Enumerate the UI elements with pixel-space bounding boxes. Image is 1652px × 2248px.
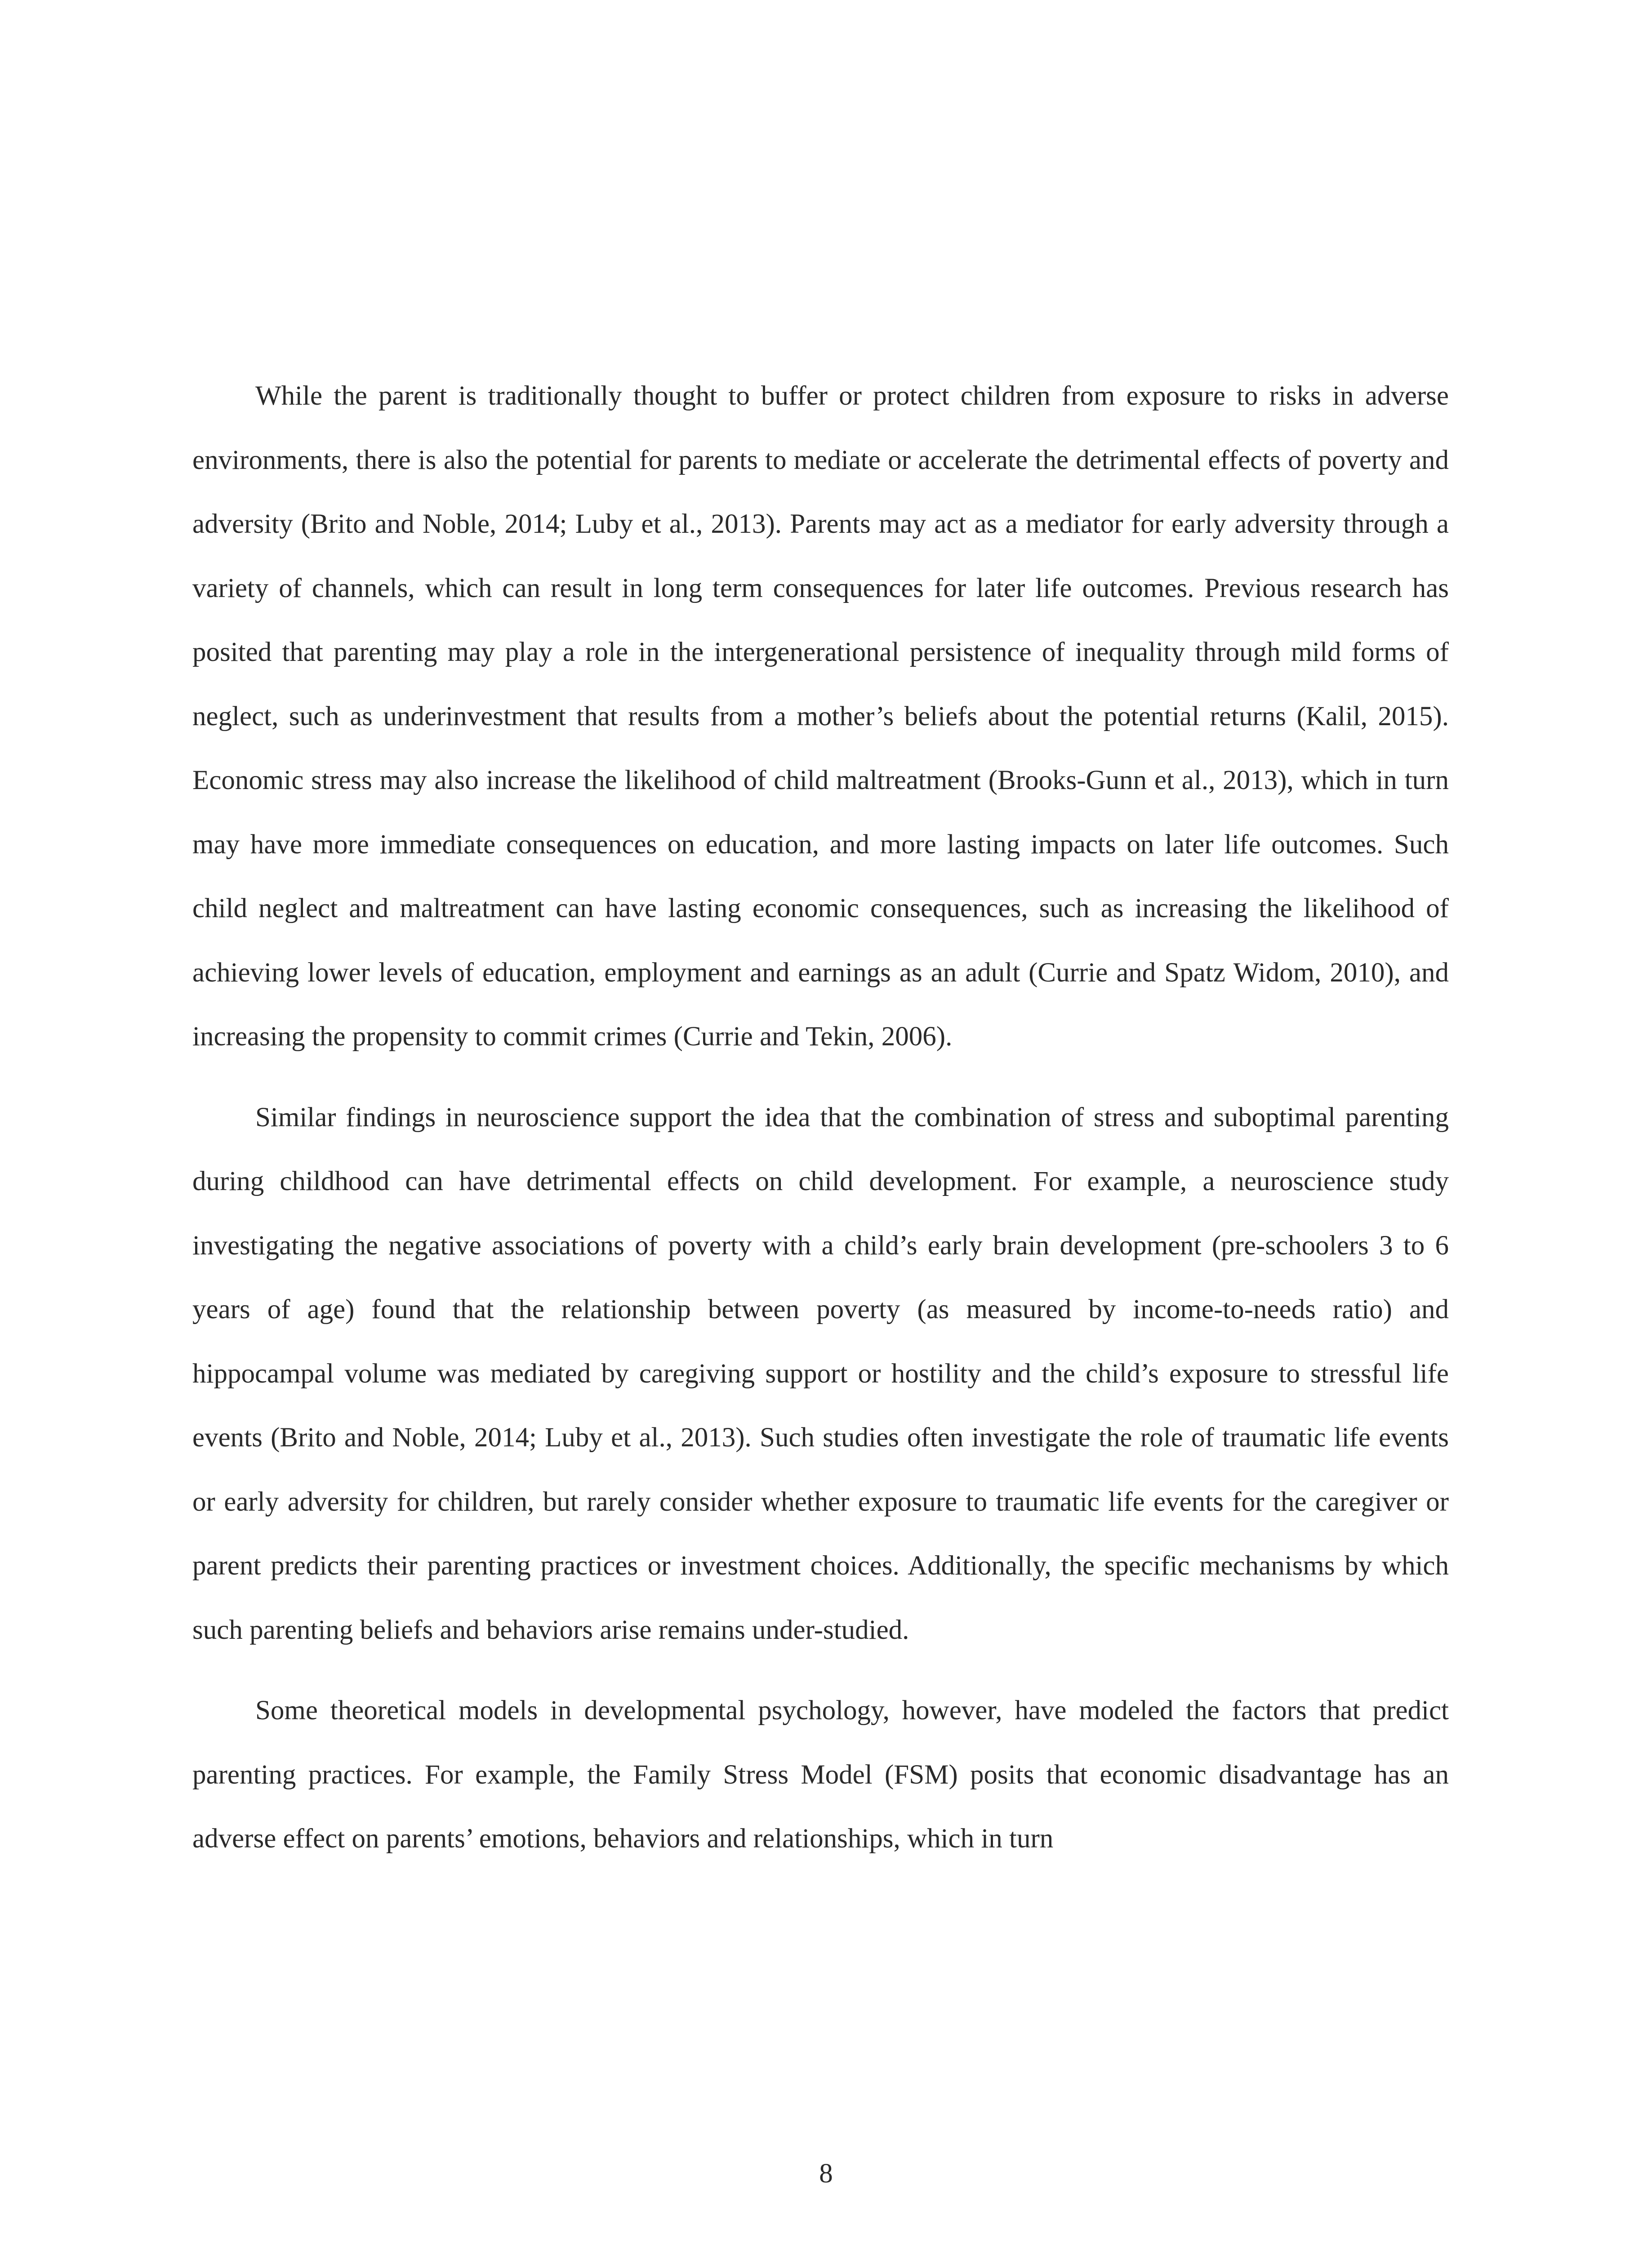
paragraph-theoretical-models: Some theoretical models in developmental psychology, however, have modeled the factors that predict parenting practices. For example, the Family Stress Model (FSM) posits that economic disadvantage has an adverse effect on parents’ emotions, behaviors and relationships, which in turn: [192, 1695, 1449, 1854]
body-text: [192, 364, 1449, 1871]
page-number: 8: [819, 2159, 833, 2189]
paragraph-neuroscience-findings: Similar findings in neuroscience support the idea that the combination of stress and suboptimal parenting during childhood can have detrimental effects on child development. For example, a neuroscience study investigating the negative associations of poverty with a child’s early brain development (pre-schoolers 3 to 6 years of age) found that the relationship between poverty (as measured by income-to-needs ratio) and hippocampal volume was mediated by caregiving support or hostility and the child’s exposure to stressful life events (Brito and Noble, 2014; Luby et al., 2013). Such studies often investigate the role of traumatic life events or early adversity for children, but rarely consider whether exposure to traumatic life events for the caregiver or parent predicts their parenting practices or investment choices. Additionally, the specific mechanisms by which such parenting beliefs and behaviors arise remains under-studied.: [192, 1102, 1449, 1645]
paragraph-parental-mediation: While the parent is traditionally thought to buffer or protect children from exposure to risks in adverse environments, there is also the potential for parents to mediate or accelerate the detrimental effects of poverty and adversity (Brito and Noble, 2014; Luby et al., 2013). Parents may act as a mediator for early adversity through a variety of channels, which can result in long term consequences for later life outcomes. Previous research has posited that parenting may play a role in the intergenerational persistence of inequality through mild forms of neglect, such as underinvestment that results from a mother’s beliefs about the potential returns (Kalil, 2015). Economic stress may also increase the likelihood of child maltreatment (Brooks-Gunn et al., 2013), which in turn may have more immediate consequences on education, and more lasting impacts on later life outcomes. Such child neglect and maltreatment can have lasting economic consequences, such as increasing the likelihood of achieving lower levels of education, employment and earnings as an adult (Currie and Spatz Widom, 2010), and increasing the propensity to commit crimes (Currie and Tekin, 2006).: [192, 381, 1449, 1052]
